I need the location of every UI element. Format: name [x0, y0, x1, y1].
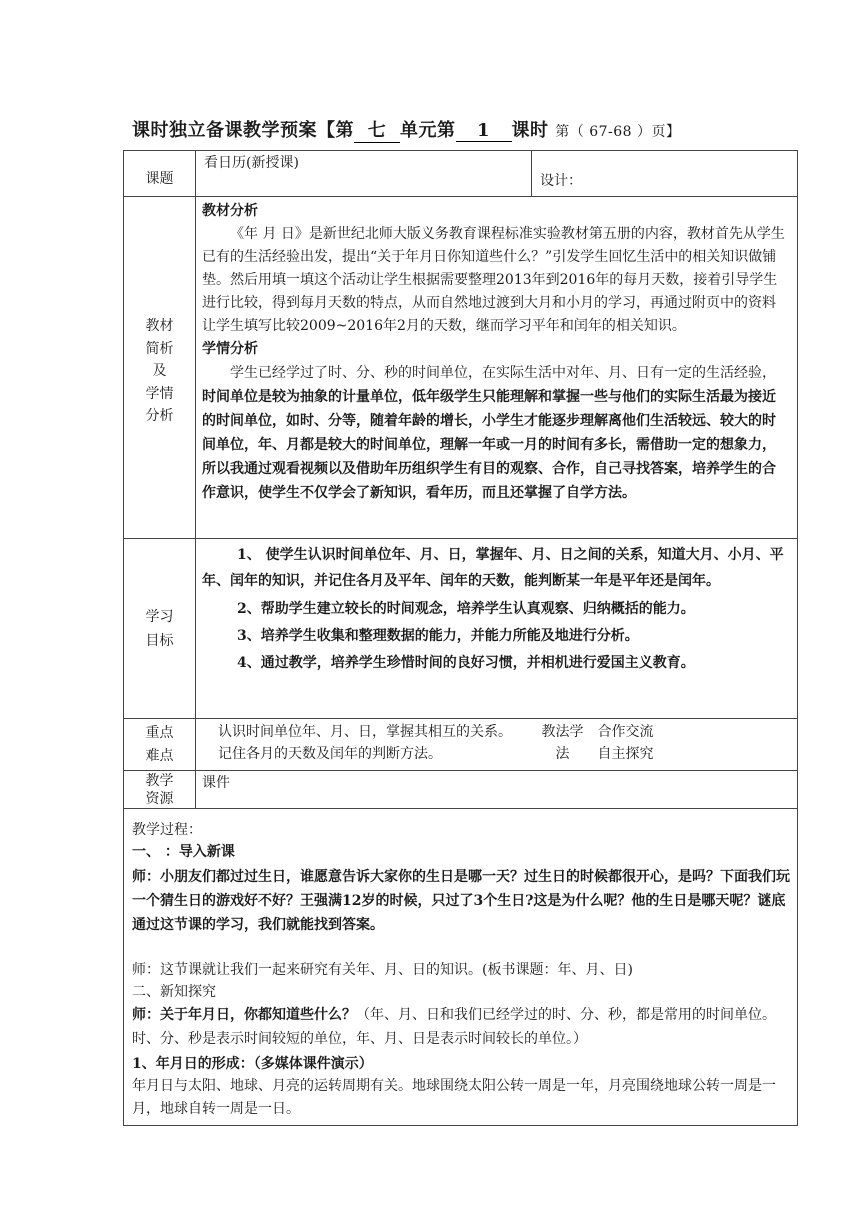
step2-title: 二、新知探究 — [132, 984, 216, 1000]
key-points-label: 重点 难点 — [124, 719, 196, 771]
key-point: 认识时间单位年、月、日，掌握其相互的关系。 — [218, 724, 512, 740]
goal-item: 1、 使学生认识时间单位年、月、日，掌握年、月、日之间的关系，知道大月、小月、平年、闰年的知识，并记住各月及平年、闰年的天数，能判断某一年是平年还是闰年。 — [202, 547, 784, 589]
design-cell: 设计： — [532, 151, 798, 197]
material-heading: 教材分析 — [202, 203, 258, 219]
key-points-content — [196, 719, 532, 771]
topic-value: 看日历(新授课) — [196, 151, 532, 197]
goal-item: 2、帮助学生建立较长的时间观念，培养学生认真观察、归纳概括的能力。 — [237, 601, 695, 617]
document-title: 课时独立备课教学预案【第 七 单元第 1 课时 第（ 67-68 ）页】 — [132, 116, 681, 143]
student-text: 学生已经学过了时、分、秒的时间单位，在实际生活中对年、月、日有一定的生活经验，时间单位是较为抽象的计量单位，低年级学生只能理解和掌握一些与他们的实际生活最为接近的时间单位，如时、分等，随着年龄的增长，小学生才能逐步理解离他们生活较远、较大的时间单位，年、月都是较大的时间单位，理解一年或一月的时间有多长，需借助一定的想象力，所以我通过观看视频以及借助年历组织学生有目的观察、合作，自己寻找答案，培养学生的合作意识，使学生不仅学会了新知识，看年历，而且还掌握了自学方法。 — [202, 365, 776, 501]
lesson-plan-table — [123, 150, 798, 1126]
resources-label: 教学 资源 — [124, 771, 196, 809]
sub1-title: 1、年月日的形成：（多媒体课件演示） — [132, 1056, 373, 1072]
goals-label: 学习 目标 — [124, 539, 196, 719]
resources-row — [124, 771, 798, 809]
analysis-label: 教材 简析 及 学情 分析 — [124, 197, 196, 539]
goals-content — [196, 539, 798, 719]
resources-value: 课件 — [196, 771, 798, 809]
difficult-point: 记住各月的天数及闰年的判断方法。 — [218, 746, 442, 762]
process-row — [124, 809, 798, 1126]
method-values: 合作交流 自主探究 — [597, 724, 654, 762]
sub1-text: 年月日与太阳、地球、月亮的运转周期有关。地球围绕太阳公转一周是一年，月亮围绕地球公转一周是一月，地球自转一周是一日。 — [132, 1078, 776, 1117]
unit-number: 七 — [354, 116, 400, 143]
student-heading: 学情分析 — [202, 341, 258, 357]
key-points-row — [124, 719, 798, 771]
lesson-number: 1 — [456, 120, 512, 142]
goal-item: 4、通过教学，培养学生珍惜时间的良好习惯，并相机进行爱国主义教育。 — [237, 655, 695, 671]
topic-label: 课题 — [124, 151, 196, 197]
method-label: 教法学 法 — [541, 724, 584, 762]
step2-body: 师：关于年月日，你都知道些什么？（年、月、日和我们已经学过的时、分、秒，都是常用的时间单位。时、分、秒是表示时间较短的单位，年、月、日是表示时间较长的单位。） — [132, 1007, 776, 1047]
analysis-row — [124, 197, 798, 539]
page-range: 第（ 67-68 ）页】 — [555, 124, 681, 140]
material-text: 《年 月 日》是新世纪北师大版义务教育课程标准实验教材第五册的内容，教材首先从学生已有的生活经验出发，提出“关于年月日你知道些什么？”引发学生回忆生活中的相关知识做铺垫。然后用填一填这个活动让学生根据需要整理2013年到2016年的每月天数，接着引导学生进行比较，得到每月天数的特点，从而自然地过渡到大月和小月的学习，再通过附页中的资料让学生填写比较2009~2016年2月的天数，继而学习平年和闰年的相关知识。 — [202, 226, 785, 334]
analysis-content — [196, 197, 798, 539]
goals-row — [124, 539, 798, 719]
step1-title: 一、 ：导入新课 — [132, 844, 235, 860]
goal-item: 3、培养学生收集和整理数据的能力，并能力所能及地进行分析。 — [237, 628, 639, 644]
step1-intro: 师：这节课就让我们一起来研究有关年、月、日的知识。(板书课题：年、月、日) — [132, 962, 633, 978]
process-heading: 教学过程： — [132, 822, 202, 838]
method-cell — [532, 719, 798, 771]
topic-row — [124, 151, 798, 197]
process-content — [124, 809, 798, 1126]
step1-text: 师：小朋友们都过过生日，谁愿意告诉大家你的生日是哪一天？过生日的时候都很开心，是吗？下面我们玩一个猜生日的游戏好不好？王强满12岁的时候，只过了3个生日?这是为什么呢？他的生日是哪天呢？谜底通过这节课的学习，我们就能找到答案。 — [132, 869, 790, 933]
